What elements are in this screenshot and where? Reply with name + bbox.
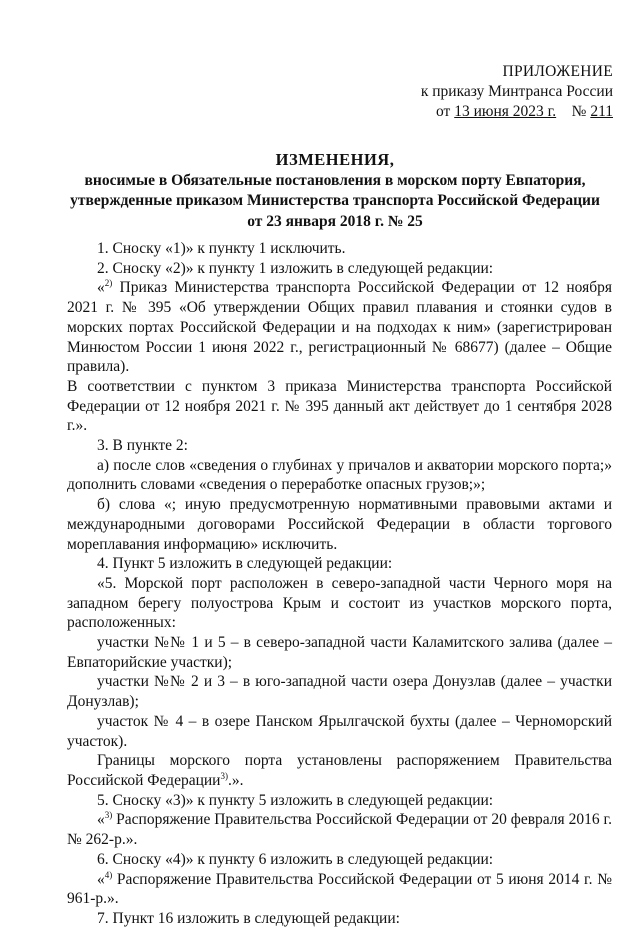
footnote-marker: 3) bbox=[220, 770, 228, 781]
paragraph: участки №№ 1 и 5 – в северо-западной части Каламитского залива (далее – Евпаторийские участки); bbox=[67, 634, 612, 671]
footnote-marker: 2) bbox=[104, 278, 113, 289]
appendix-block bbox=[373, 62, 613, 122]
heading-line-2: утвержденные приказом Министерства транспорта Российской Федерации bbox=[70, 192, 600, 209]
order-number: 211 bbox=[590, 103, 613, 120]
paragraph bbox=[67, 751, 612, 790]
paragraph: В соответствии с пунктом 3 приказа Министерства транспорта Российской Федерации от 12 ноября 2021 г. № 395 данный акт действует до 1 сентября 2028 г.». bbox=[67, 377, 612, 435]
paragraph: «5. Морской порт расположен в северо-западной части Черного моря на западном берегу полуострова Крым и состоит из участков морского порта, расположенных: bbox=[67, 574, 612, 632]
document-body bbox=[67, 239, 612, 929]
paragraph: 2. Сноску «2)» к пункту 1 изложить в следующей редакции: bbox=[97, 259, 494, 277]
paragraph: 1. Сноску «1)» к пункту 1 исключить. bbox=[97, 240, 346, 257]
paragraph bbox=[67, 810, 612, 849]
paragraph: б) слова «; иную предусмотренную нормативными правовыми актами и международными договорами Российской Федерации в области торгового мореплавания информацию» исключить. bbox=[67, 496, 612, 553]
quote-open: « bbox=[97, 870, 105, 888]
appendix-date-line bbox=[373, 102, 613, 122]
heading-title: ИЗМЕНЕНИЯ, bbox=[275, 150, 395, 169]
quote-open: « bbox=[97, 811, 105, 829]
paragraph-text: Приказ Министерства транспорта Российской Федерации от 12 ноября 2021 г. № 395 «Об утверждении Общих правил плавания и стоянки судов в морских портах Российской Федерации и на подходах к ним» (зарегистрирован Минюстом России 1 июня 2022 г., регистрационный № 68677) (далее – Общие правила). bbox=[67, 279, 612, 376]
order-date: 13 июня 2023 г. bbox=[454, 103, 557, 120]
quote-close: .». bbox=[227, 771, 244, 789]
appendix-order-line: к приказу Минтранса России bbox=[420, 83, 613, 100]
paragraph: 5. Сноску «3)» к пункту 5 изложить в следующей редакции: bbox=[97, 791, 494, 809]
paragraph: участок № 4 – в озере Панском Ярылгачской бухты (далее – Черноморский участок). bbox=[67, 712, 612, 750]
number-prefix: № bbox=[571, 103, 591, 120]
paragraph-text: Распоряжение Правительства Российской Федерации от 5 июня 2014 г. № 961-р.». bbox=[67, 870, 612, 908]
heading-line-3: от 23 января 2018 г. № 25 bbox=[247, 212, 423, 230]
footnote-marker: 3) bbox=[104, 810, 113, 821]
footnote-marker: 4) bbox=[104, 869, 113, 880]
paragraph bbox=[67, 870, 612, 909]
quote-open: « bbox=[97, 279, 105, 297]
paragraph: участки №№ 2 и 3 – в юго-западной части озера Донузлав (далее – участки Донузлав); bbox=[67, 673, 612, 711]
paragraph: 3. В пункте 2: bbox=[97, 437, 188, 455]
document-heading bbox=[60, 150, 610, 232]
paragraph: а) после слов «сведения о глубинах у причалов и акватории морского порта;» дополнить словами «сведения о переработке опасных грузов;»; bbox=[67, 456, 612, 494]
paragraph-text: Границы морского порта установлены распоряжением Правительства Российской Федерации bbox=[67, 752, 612, 789]
paragraph-text: Распоряжение Правительства Российской Федерации от 20 февраля 2016 г. № 262-р.». bbox=[67, 811, 612, 849]
paragraph: 6. Сноску «4)» к пункту 6 изложить в следующей редакции: bbox=[97, 850, 494, 868]
paragraph: 4. Пункт 5 изложить в следующей редакции: bbox=[97, 555, 393, 573]
heading-line-1: вносимые в Обязательные постановления в морском порту Евпатория, bbox=[84, 171, 586, 189]
paragraph bbox=[67, 278, 612, 377]
date-prefix: от bbox=[436, 103, 455, 120]
paragraph: 7. Пункт 16 изложить в следующей редакции: bbox=[97, 909, 400, 927]
appendix-title: ПРИЛОЖЕНИЕ bbox=[502, 63, 613, 80]
